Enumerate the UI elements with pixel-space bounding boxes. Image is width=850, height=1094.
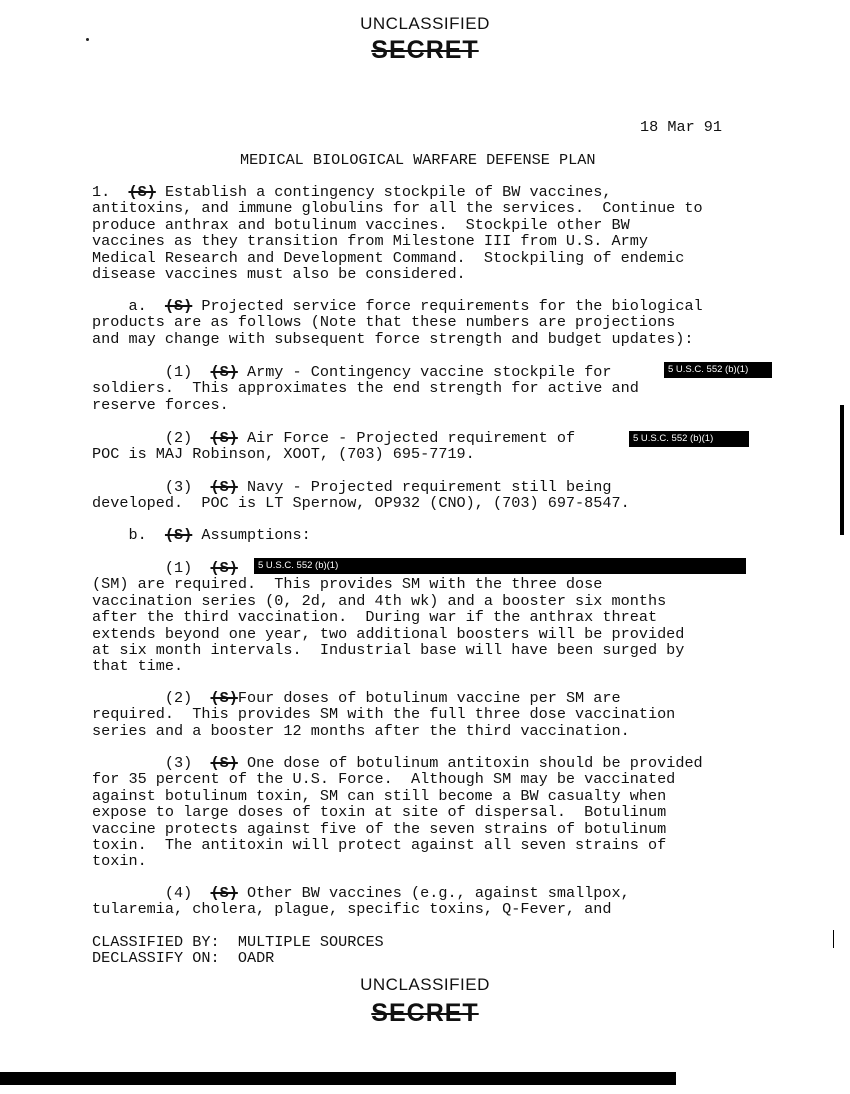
paragraph-b2-line: Four doses of botulinum vaccine per SM are bbox=[237, 689, 621, 707]
paragraph-b3 bbox=[92, 755, 703, 870]
scan-bottom-bar bbox=[0, 1072, 676, 1085]
paragraph-1-line: Medical Research and Development Command. Stockpiling of endemic bbox=[92, 248, 685, 267]
paragraph-b1-line: at six month intervals. Industrial base will have been surged by bbox=[92, 641, 685, 660]
paragraph-b3-classification-mark: (S) bbox=[210, 754, 238, 772]
paragraph-1-number: 1. bbox=[92, 183, 111, 201]
paragraph-a3 bbox=[92, 479, 630, 512]
paragraph-1-line: disease vaccines must also be considered. bbox=[92, 265, 466, 284]
paragraph-a2-number: (2) bbox=[164, 429, 193, 447]
paragraph-b3-line: vaccine protects against five of the seven strains of botulinum bbox=[92, 819, 667, 838]
scan-edge-mark bbox=[833, 930, 834, 948]
paragraph-a2-line: POC is MAJ Robinson, XOOT, (703) 695-7719. bbox=[92, 445, 475, 464]
paragraph-b2-line: required. This provides SM with the full three dose vaccination bbox=[92, 705, 676, 724]
paragraph-b-line: Assumptions: bbox=[201, 526, 311, 544]
paragraph-1-line: vaccines as they transition from Milestone III from U.S. Army bbox=[92, 232, 648, 251]
paragraph-b1-line: after the third vaccination. During war if the anthrax threat bbox=[92, 608, 658, 627]
paragraph-a1-line: Army - Contingency vaccine stockpile for bbox=[246, 363, 612, 381]
paragraph-b2-line: series and a booster 12 months after the third vaccination. bbox=[92, 721, 630, 740]
paragraph-a1-line: soldiers. This approximates the end strength for active and bbox=[92, 379, 639, 398]
declassify-on-label: DECLASSIFY ON: bbox=[92, 949, 220, 968]
redaction-box: 5 U.S.C. 552 (b)(1) bbox=[254, 558, 746, 574]
paragraph-b4-number: (4) bbox=[164, 884, 193, 902]
paragraph-b bbox=[92, 527, 311, 543]
redaction-box: 5 U.S.C. 552 (b)(1) bbox=[629, 431, 749, 447]
document-title: MEDICAL BIOLOGICAL WARFARE DEFENSE PLAN bbox=[240, 151, 596, 169]
paragraph-b1-number: (1) bbox=[164, 559, 193, 577]
paragraph-a2 bbox=[92, 430, 575, 463]
paragraph-a bbox=[92, 298, 703, 347]
paragraph-b3-line: against botulinum toxin, SM can still become a BW casualty when bbox=[92, 786, 667, 805]
paragraph-b1-line: extends beyond one year, two additional boosters will be provided bbox=[92, 624, 685, 643]
top-secret-label: SECRET bbox=[371, 36, 479, 64]
paragraph-b4 bbox=[92, 885, 630, 918]
paragraph-b2-number: (2) bbox=[164, 689, 193, 707]
top-unclassified-label: UNCLASSIFIED bbox=[360, 14, 490, 33]
paragraph-a-line: Projected service force requirements for the biological bbox=[201, 297, 703, 315]
paragraph-a3-classification-mark: (S) bbox=[210, 478, 238, 496]
paragraph-b-classification-mark: (S) bbox=[164, 526, 193, 544]
paragraph-1-line: antitoxins, and immune globulins for all the services. Continue to bbox=[92, 199, 703, 218]
paragraph-b1-line: vaccination series (0, 2d, and 4th wk) and a booster six months bbox=[92, 591, 667, 610]
paragraph-a-number: a. bbox=[128, 297, 147, 315]
paragraph-a2-classification-mark: (S) bbox=[210, 429, 238, 447]
paragraph-b4-line: tularemia, cholera, plague, specific toxins, Q-Fever, and bbox=[92, 900, 612, 919]
speck bbox=[86, 38, 89, 41]
paragraph-1 bbox=[92, 184, 703, 282]
classified-by-value: MULTIPLE SOURCES bbox=[237, 933, 384, 951]
paragraph-b1-classification-mark: (S) bbox=[210, 559, 238, 577]
paragraph-1-line: produce anthrax and botulinum vaccines. Stockpile other BW bbox=[92, 215, 630, 234]
declassify-on-value: OADR bbox=[237, 949, 275, 968]
paragraph-b1-line: (SM) are required. This provides SM with the three dose bbox=[92, 575, 603, 594]
paragraph-a1-number: (1) bbox=[164, 363, 193, 381]
paragraph-a2-line: Air Force - Projected requirement of bbox=[246, 429, 576, 447]
paragraph-b1 bbox=[92, 560, 684, 675]
paragraph-a-classification-mark: (S) bbox=[164, 297, 193, 315]
paragraph-1-classification-mark: (S) bbox=[128, 183, 156, 201]
paragraph-a3-number: (3) bbox=[164, 478, 193, 496]
paragraph-a3-line: developed. POC is LT Spernow, OP932 (CNO), (703) 697-8547. bbox=[92, 494, 630, 513]
paragraph-b3-line: toxin. The antitoxin will protect against all seven strains of bbox=[92, 836, 667, 855]
paragraph-b4-line: Other BW vaccines (e.g., against smallpox, bbox=[246, 884, 630, 902]
classification-authority bbox=[92, 934, 384, 967]
classified-by-label: CLASSIFIED BY: bbox=[92, 933, 220, 951]
paragraph-b4-classification-mark: (S) bbox=[210, 884, 238, 902]
paragraph-a3-line: Navy - Projected requirement still being bbox=[246, 478, 612, 496]
paragraph-1-line: Establish a contingency stockpile of BW vaccines, bbox=[164, 183, 612, 201]
paragraph-b2-classification-mark: (S) bbox=[210, 689, 238, 707]
paragraph-b-number: b. bbox=[128, 526, 147, 544]
paragraph-b2 bbox=[92, 690, 675, 739]
paragraph-a1-line: reserve forces. bbox=[92, 395, 229, 414]
paragraph-b1-line: that time. bbox=[92, 657, 184, 676]
paragraph-b3-line: One dose of botulinum antitoxin should be provided bbox=[246, 754, 703, 772]
scan-edge-line bbox=[840, 405, 844, 535]
paragraph-a1-classification-mark: (S) bbox=[210, 363, 238, 381]
paragraph-a-line: and may change with subsequent force strength and budget updates): bbox=[92, 329, 694, 348]
paragraph-a-line: products are as follows (Note that these numbers are projections bbox=[92, 313, 676, 332]
redaction-box: 5 U.S.C. 552 (b)(1) bbox=[664, 362, 772, 378]
bottom-secret-label: SECRET bbox=[371, 999, 479, 1027]
paragraph-a1 bbox=[92, 364, 639, 413]
paragraph-b3-line: toxin. bbox=[92, 852, 147, 871]
paragraph-b3-line: expose to large doses of toxin at site of dispersal. Botulinum bbox=[92, 803, 667, 822]
bottom-unclassified-label: UNCLASSIFIED bbox=[360, 975, 490, 994]
document-date: 18 Mar 91 bbox=[640, 118, 723, 136]
paragraph-b3-line: for 35 percent of the U.S. Force. Although SM may be vaccinated bbox=[92, 770, 676, 789]
paragraph-b3-number: (3) bbox=[164, 754, 193, 772]
